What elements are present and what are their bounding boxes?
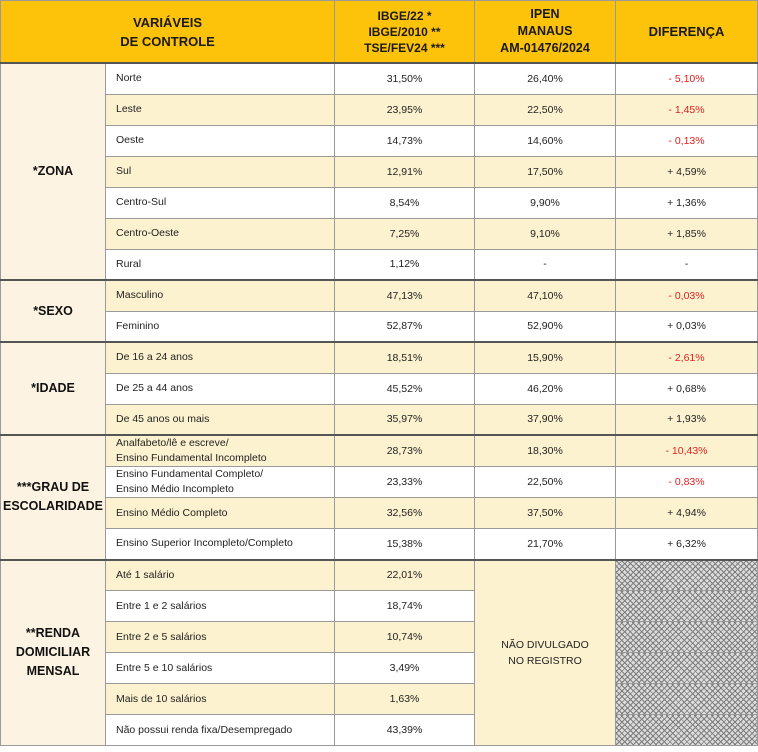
table-row bbox=[1, 435, 758, 467]
table-header-row bbox=[1, 1, 758, 64]
ipen-value: 15,90% bbox=[475, 342, 616, 373]
ipen-value: 46,20% bbox=[475, 373, 616, 404]
row-label: Entre 2 e 5 salários bbox=[106, 622, 335, 653]
ibge-value: 18,74% bbox=[335, 591, 475, 622]
ipen-value: 52,90% bbox=[475, 311, 616, 342]
table-row bbox=[1, 311, 758, 342]
table-row bbox=[1, 560, 758, 591]
difference-value: - 2,61% bbox=[616, 342, 758, 373]
table-row bbox=[1, 249, 758, 280]
ibge-value: 43,39% bbox=[335, 715, 475, 746]
table-row bbox=[1, 467, 758, 498]
section-zona-title: *ZONA bbox=[1, 63, 106, 280]
ibge-value: 23,33% bbox=[335, 467, 475, 498]
ibge-value: 23,95% bbox=[335, 94, 475, 125]
hatched-cell bbox=[616, 622, 758, 653]
table-row bbox=[1, 218, 758, 249]
ibge-value: 8,54% bbox=[335, 187, 475, 218]
ipen-value: 37,90% bbox=[475, 404, 616, 435]
row-label: Centro-Oeste bbox=[106, 218, 335, 249]
ibge-value: 22,01% bbox=[335, 560, 475, 591]
table-row bbox=[1, 342, 758, 373]
header-ibge-source: IBGE/22 * IBGE/2010 ** TSE/FEV24 *** bbox=[335, 1, 475, 64]
difference-value: + 4,59% bbox=[616, 156, 758, 187]
ibge-value: 18,51% bbox=[335, 342, 475, 373]
ipen-value: 9,90% bbox=[475, 187, 616, 218]
header-ipen-manaus: IPEN MANAUS AM-01476/2024 bbox=[475, 1, 616, 64]
header-variaveis-de-controle: VARIÁVEIS DE CONTROLE bbox=[1, 1, 335, 64]
row-label: Rural bbox=[106, 249, 335, 280]
table-row bbox=[1, 591, 758, 622]
ibge-value: 15,38% bbox=[335, 529, 475, 560]
difference-value: - 0,13% bbox=[616, 125, 758, 156]
ibge-value: 1,63% bbox=[335, 684, 475, 715]
table-row bbox=[1, 653, 758, 684]
row-label: Masculino bbox=[106, 280, 335, 311]
row-label: Feminino bbox=[106, 311, 335, 342]
table-row bbox=[1, 63, 758, 94]
row-label: De 25 a 44 anos bbox=[106, 373, 335, 404]
section-renda-title: **RENDA DOMICILIAR MENSAL bbox=[1, 560, 106, 746]
table-row bbox=[1, 125, 758, 156]
ipen-value: - bbox=[475, 249, 616, 280]
difference-value: + 4,94% bbox=[616, 498, 758, 529]
ipen-value: 22,50% bbox=[475, 94, 616, 125]
row-label: Até 1 salário bbox=[106, 560, 335, 591]
ipen-value: 37,50% bbox=[475, 498, 616, 529]
hatched-cell bbox=[616, 591, 758, 622]
hatched-cell bbox=[616, 715, 758, 746]
difference-value: + 0,68% bbox=[616, 373, 758, 404]
table-row bbox=[1, 622, 758, 653]
row-label: Centro-Sul bbox=[106, 187, 335, 218]
row-label: Não possui renda fixa/Desempregado bbox=[106, 715, 335, 746]
ipen-value: 21,70% bbox=[475, 529, 616, 560]
ibge-value: 1,12% bbox=[335, 249, 475, 280]
table-row bbox=[1, 404, 758, 435]
ibge-value: 47,13% bbox=[335, 280, 475, 311]
row-label: Ensino Superior Incompleto/Completo bbox=[106, 529, 335, 560]
hatched-cell bbox=[616, 684, 758, 715]
ipen-value: 14,60% bbox=[475, 125, 616, 156]
hatched-cell bbox=[616, 560, 758, 591]
row-label: De 45 anos ou mais bbox=[106, 404, 335, 435]
row-label: Entre 5 e 10 salários bbox=[106, 653, 335, 684]
row-label: Sul bbox=[106, 156, 335, 187]
row-label: Leste bbox=[106, 94, 335, 125]
difference-value: + 1,36% bbox=[616, 187, 758, 218]
difference-value: - 5,10% bbox=[616, 63, 758, 94]
ibge-value: 31,50% bbox=[335, 63, 475, 94]
difference-value: + 0,03% bbox=[616, 311, 758, 342]
ibge-value: 3,49% bbox=[335, 653, 475, 684]
table-row bbox=[1, 94, 758, 125]
table-row bbox=[1, 684, 758, 715]
difference-value: - 0,83% bbox=[616, 467, 758, 498]
ipen-value: 47,10% bbox=[475, 280, 616, 311]
table-row bbox=[1, 156, 758, 187]
row-label: Ensino Médio Completo bbox=[106, 498, 335, 529]
table-row bbox=[1, 373, 758, 404]
row-label: Ensino Fundamental Completo/ Ensino Médio Incompleto bbox=[106, 467, 335, 498]
difference-value: - 10,43% bbox=[616, 435, 758, 467]
ibge-value: 35,97% bbox=[335, 404, 475, 435]
row-label: Entre 1 e 2 salários bbox=[106, 591, 335, 622]
row-label: Oeste bbox=[106, 125, 335, 156]
table-row bbox=[1, 715, 758, 746]
difference-value: - 0,03% bbox=[616, 280, 758, 311]
ibge-value: 28,73% bbox=[335, 435, 475, 467]
ibge-value: 12,91% bbox=[335, 156, 475, 187]
ibge-value: 45,52% bbox=[335, 373, 475, 404]
row-label: Analfabeto/lê e escreve/ Ensino Fundamental Incompleto bbox=[106, 435, 335, 467]
section-escolaridade-title: ***GRAU DE ESCOLARIDADE bbox=[1, 435, 106, 560]
ipen-value: 9,10% bbox=[475, 218, 616, 249]
difference-value: + 1,85% bbox=[616, 218, 758, 249]
ibge-value: 10,74% bbox=[335, 622, 475, 653]
section-sexo-title: *SEXO bbox=[1, 280, 106, 342]
header-diferenca: DIFERENÇA bbox=[616, 1, 758, 64]
ipen-value: 26,40% bbox=[475, 63, 616, 94]
ipen-value: 22,50% bbox=[475, 467, 616, 498]
difference-value: - bbox=[616, 249, 758, 280]
ipen-value: 18,30% bbox=[475, 435, 616, 467]
ibge-value: 32,56% bbox=[335, 498, 475, 529]
row-label: De 16 a 24 anos bbox=[106, 342, 335, 373]
difference-value: + 6,32% bbox=[616, 529, 758, 560]
table-row bbox=[1, 498, 758, 529]
table-row bbox=[1, 280, 758, 311]
hatched-cell bbox=[616, 653, 758, 684]
ipen-value: 17,50% bbox=[475, 156, 616, 187]
difference-value: - 1,45% bbox=[616, 94, 758, 125]
row-label: Norte bbox=[106, 63, 335, 94]
ibge-value: 52,87% bbox=[335, 311, 475, 342]
ibge-value: 14,73% bbox=[335, 125, 475, 156]
ibge-value: 7,25% bbox=[335, 218, 475, 249]
row-label: Mais de 10 salários bbox=[106, 684, 335, 715]
section-idade-title: *IDADE bbox=[1, 342, 106, 435]
table-row bbox=[1, 529, 758, 560]
ipen-not-disclosed-note: NÃO DIVULGADO NO REGISTRO bbox=[475, 560, 616, 746]
difference-value: + 1,93% bbox=[616, 404, 758, 435]
table-row bbox=[1, 187, 758, 218]
